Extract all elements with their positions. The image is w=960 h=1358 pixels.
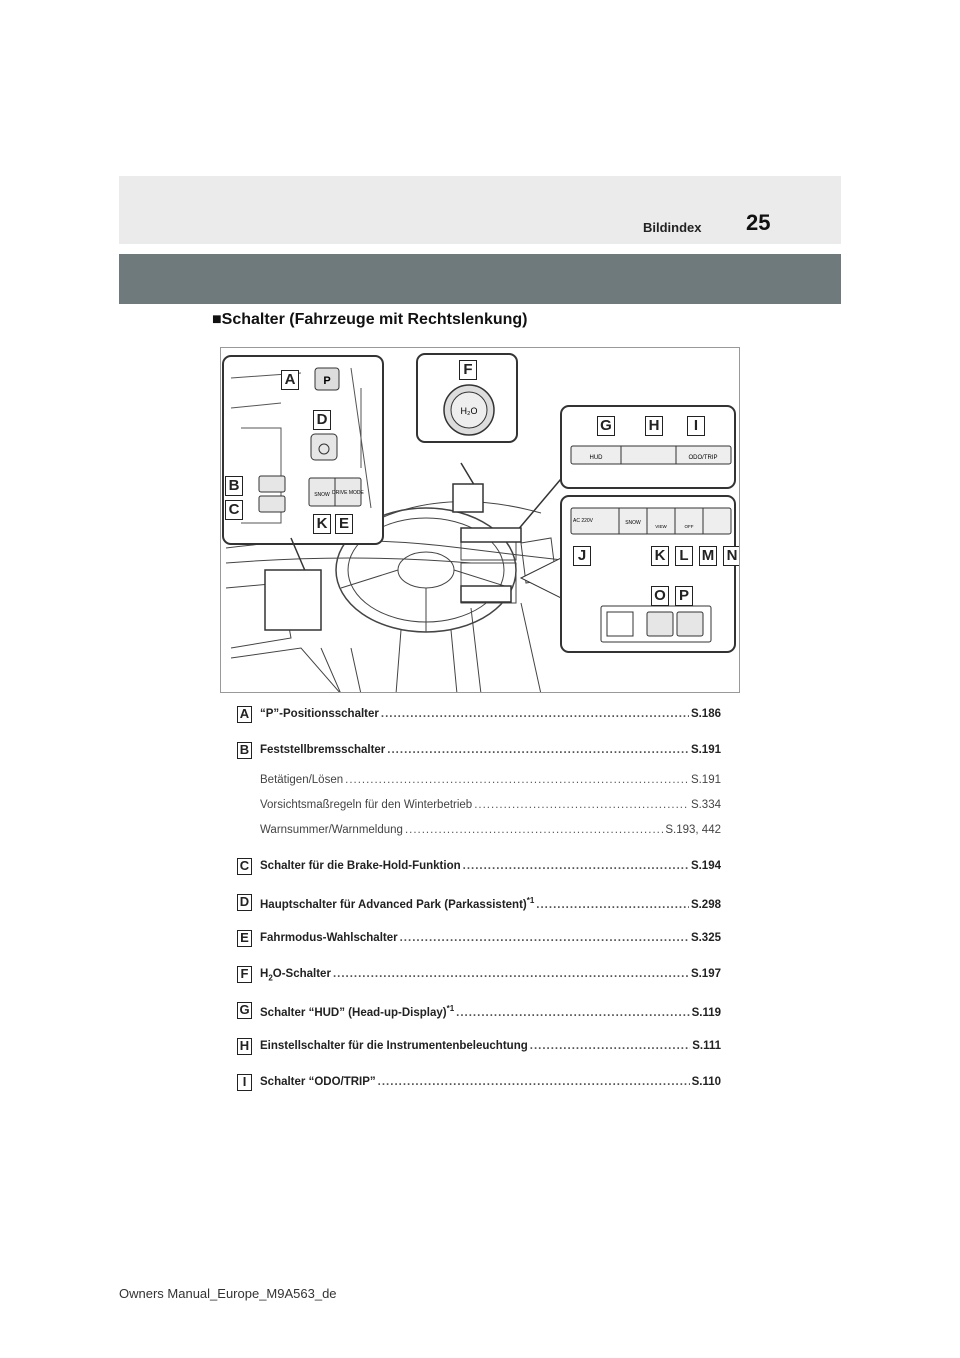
callout-l: L: [675, 546, 693, 566]
callout-e: E: [335, 514, 353, 534]
entry-letter: I: [237, 1074, 252, 1091]
page-reference[interactable]: S.197: [690, 968, 721, 980]
snow-label: SNOW: [314, 492, 330, 498]
callout-k: K: [651, 546, 669, 566]
leader-dots: [378, 1076, 690, 1088]
page-reference[interactable]: S.298: [690, 898, 721, 911]
callout-o: O: [651, 586, 669, 606]
index-sub-entry: [237, 772, 721, 792]
index-entry: [237, 930, 721, 950]
leader-dots: [530, 1040, 690, 1052]
leader-dots: [456, 1007, 689, 1019]
callout-h: H: [645, 416, 663, 436]
p-button-label: P: [323, 375, 331, 387]
entry-text-main: Warnsummer/Warnmeldung: [260, 824, 403, 836]
page-number: 25: [746, 210, 771, 235]
entry-text-pre: H: [260, 968, 269, 980]
entry-text: [260, 860, 461, 872]
footer: Owners Manual_Europe_M9A563_de: [119, 1286, 337, 1301]
leader-dots: [474, 799, 689, 811]
page-reference[interactable]: S.194: [690, 860, 721, 872]
entry-text-main: Schalter für die Brake-Hold-Funktion: [260, 860, 461, 872]
page-reference[interactable]: S.111: [692, 1040, 721, 1052]
entry-text: [260, 708, 379, 720]
snow2-label: SNOW: [625, 520, 641, 526]
entry-text: [260, 1040, 528, 1052]
entry-text: [260, 968, 331, 982]
index-entry: [237, 1002, 721, 1022]
entry-line: [260, 1004, 721, 1020]
entry-text-main: “P”-Positionsschalter: [260, 708, 379, 720]
entry-letter: D: [237, 894, 252, 911]
entry-text: [260, 744, 385, 756]
entry-text-main: Feststellbremsschalter: [260, 744, 386, 756]
index-entry: [237, 1074, 721, 1094]
ac-220v-label: AC 220V: [572, 518, 594, 524]
entry-text-main: Fahrmodus-Wahlschalter: [260, 932, 398, 944]
callout-c: C: [225, 500, 243, 520]
index-entry: [237, 858, 721, 878]
entry-text: [260, 799, 472, 811]
section-name: Bildindex: [643, 220, 702, 235]
entry-text: [260, 1004, 454, 1019]
entry-letter: C: [237, 858, 252, 875]
entry-line: [260, 774, 721, 790]
entry-text-sub: 2: [268, 973, 273, 983]
header-band: [119, 176, 841, 244]
entry-text: [260, 932, 398, 944]
entry-letter: G: [237, 1002, 252, 1019]
index-entry: [237, 966, 721, 986]
entry-letter: A: [237, 706, 252, 723]
leader-dots: [463, 860, 689, 872]
callout-b: B: [225, 476, 243, 496]
entry-text: [260, 1076, 376, 1088]
page-reference[interactable]: S.186: [690, 708, 721, 720]
entry-text: [260, 774, 343, 786]
callout-m: M: [699, 546, 717, 566]
callout-n: N: [723, 546, 740, 566]
entry-line: [260, 968, 721, 984]
index-entry: [237, 706, 721, 726]
index-sub-entry: [237, 822, 721, 842]
index-entry: [237, 1038, 721, 1058]
page-reference[interactable]: S.119: [691, 1006, 721, 1019]
leader-dots: [536, 899, 689, 911]
drive-mode-label: DRIVE MODE: [332, 490, 364, 496]
callout-j: J: [573, 546, 591, 566]
leader-dots: [387, 744, 689, 756]
off-label: OFF: [684, 524, 694, 529]
leader-dots: [345, 774, 689, 786]
index-entry: [237, 742, 721, 762]
h2o-label: H₂O: [460, 406, 478, 416]
callout-g: G: [597, 416, 615, 436]
entry-text: [260, 824, 403, 836]
page-reference[interactable]: S.334: [690, 799, 721, 811]
leader-dots: [333, 968, 689, 980]
entry-text-main: Einstellschalter für die Instrumentenbeleuchtung: [260, 1040, 528, 1052]
page-reference[interactable]: S.191: [690, 744, 721, 756]
view-label: VIEW: [655, 524, 667, 529]
entry-footnote-mark: *1: [526, 896, 535, 905]
leader-dots: [381, 708, 689, 720]
entry-letter: F: [237, 966, 252, 983]
entry-footnote-mark: *1: [446, 1004, 455, 1013]
leader-dots: [400, 932, 689, 944]
entry-letter: H: [237, 1038, 252, 1055]
entry-text: [260, 896, 534, 911]
entry-letter: B: [237, 742, 252, 759]
callout-f: F: [459, 360, 477, 380]
entry-text-main: Betätigen/Lösen: [260, 774, 344, 786]
callout-d: D: [313, 410, 331, 430]
index-entry: [237, 894, 721, 914]
entry-line: [260, 1040, 721, 1056]
leader-dots: [405, 824, 663, 836]
entry-text-main: Schalter “HUD” (Head-up-Display): [260, 1006, 447, 1019]
odo-trip-label: ODO/TRIP: [688, 455, 718, 461]
page-reference[interactable]: S.110: [691, 1076, 721, 1088]
page-reference[interactable]: S.325: [690, 932, 721, 944]
entry-line: [260, 708, 721, 724]
entry-text-main: Vorsichtsmaßregeln für den Winterbetrieb: [260, 799, 473, 811]
callout-k: K: [313, 514, 331, 534]
hud-label: HUD: [589, 455, 603, 461]
page-reference[interactable]: S.193, 442: [665, 824, 721, 836]
page-reference[interactable]: S.191: [690, 774, 721, 786]
entry-text-main: Schalter “ODO/TRIP”: [260, 1076, 376, 1088]
entry-line: [260, 860, 721, 876]
entry-line: [260, 799, 721, 815]
section-heading: ■Schalter (Fahrzeuge mit Rechtslenkung): [212, 311, 528, 328]
entry-line: [260, 896, 721, 912]
entry-line: [260, 824, 721, 840]
index-sub-entry: [237, 797, 721, 817]
entry-text-post: O-Schalter: [272, 968, 331, 980]
callout-p: P: [675, 586, 693, 606]
entry-line: [260, 932, 721, 948]
callout-i: I: [687, 416, 705, 436]
dashboard-drawing: [221, 348, 740, 693]
callout-a: A: [281, 370, 299, 390]
entry-text-main: Hauptschalter für Advanced Park (Parkassistent): [260, 898, 527, 911]
chapter-bar: [119, 254, 841, 304]
entry-letter: E: [237, 930, 252, 947]
switch-illustration: [220, 347, 740, 693]
entry-line: [260, 744, 721, 760]
entry-line: [260, 1076, 721, 1092]
